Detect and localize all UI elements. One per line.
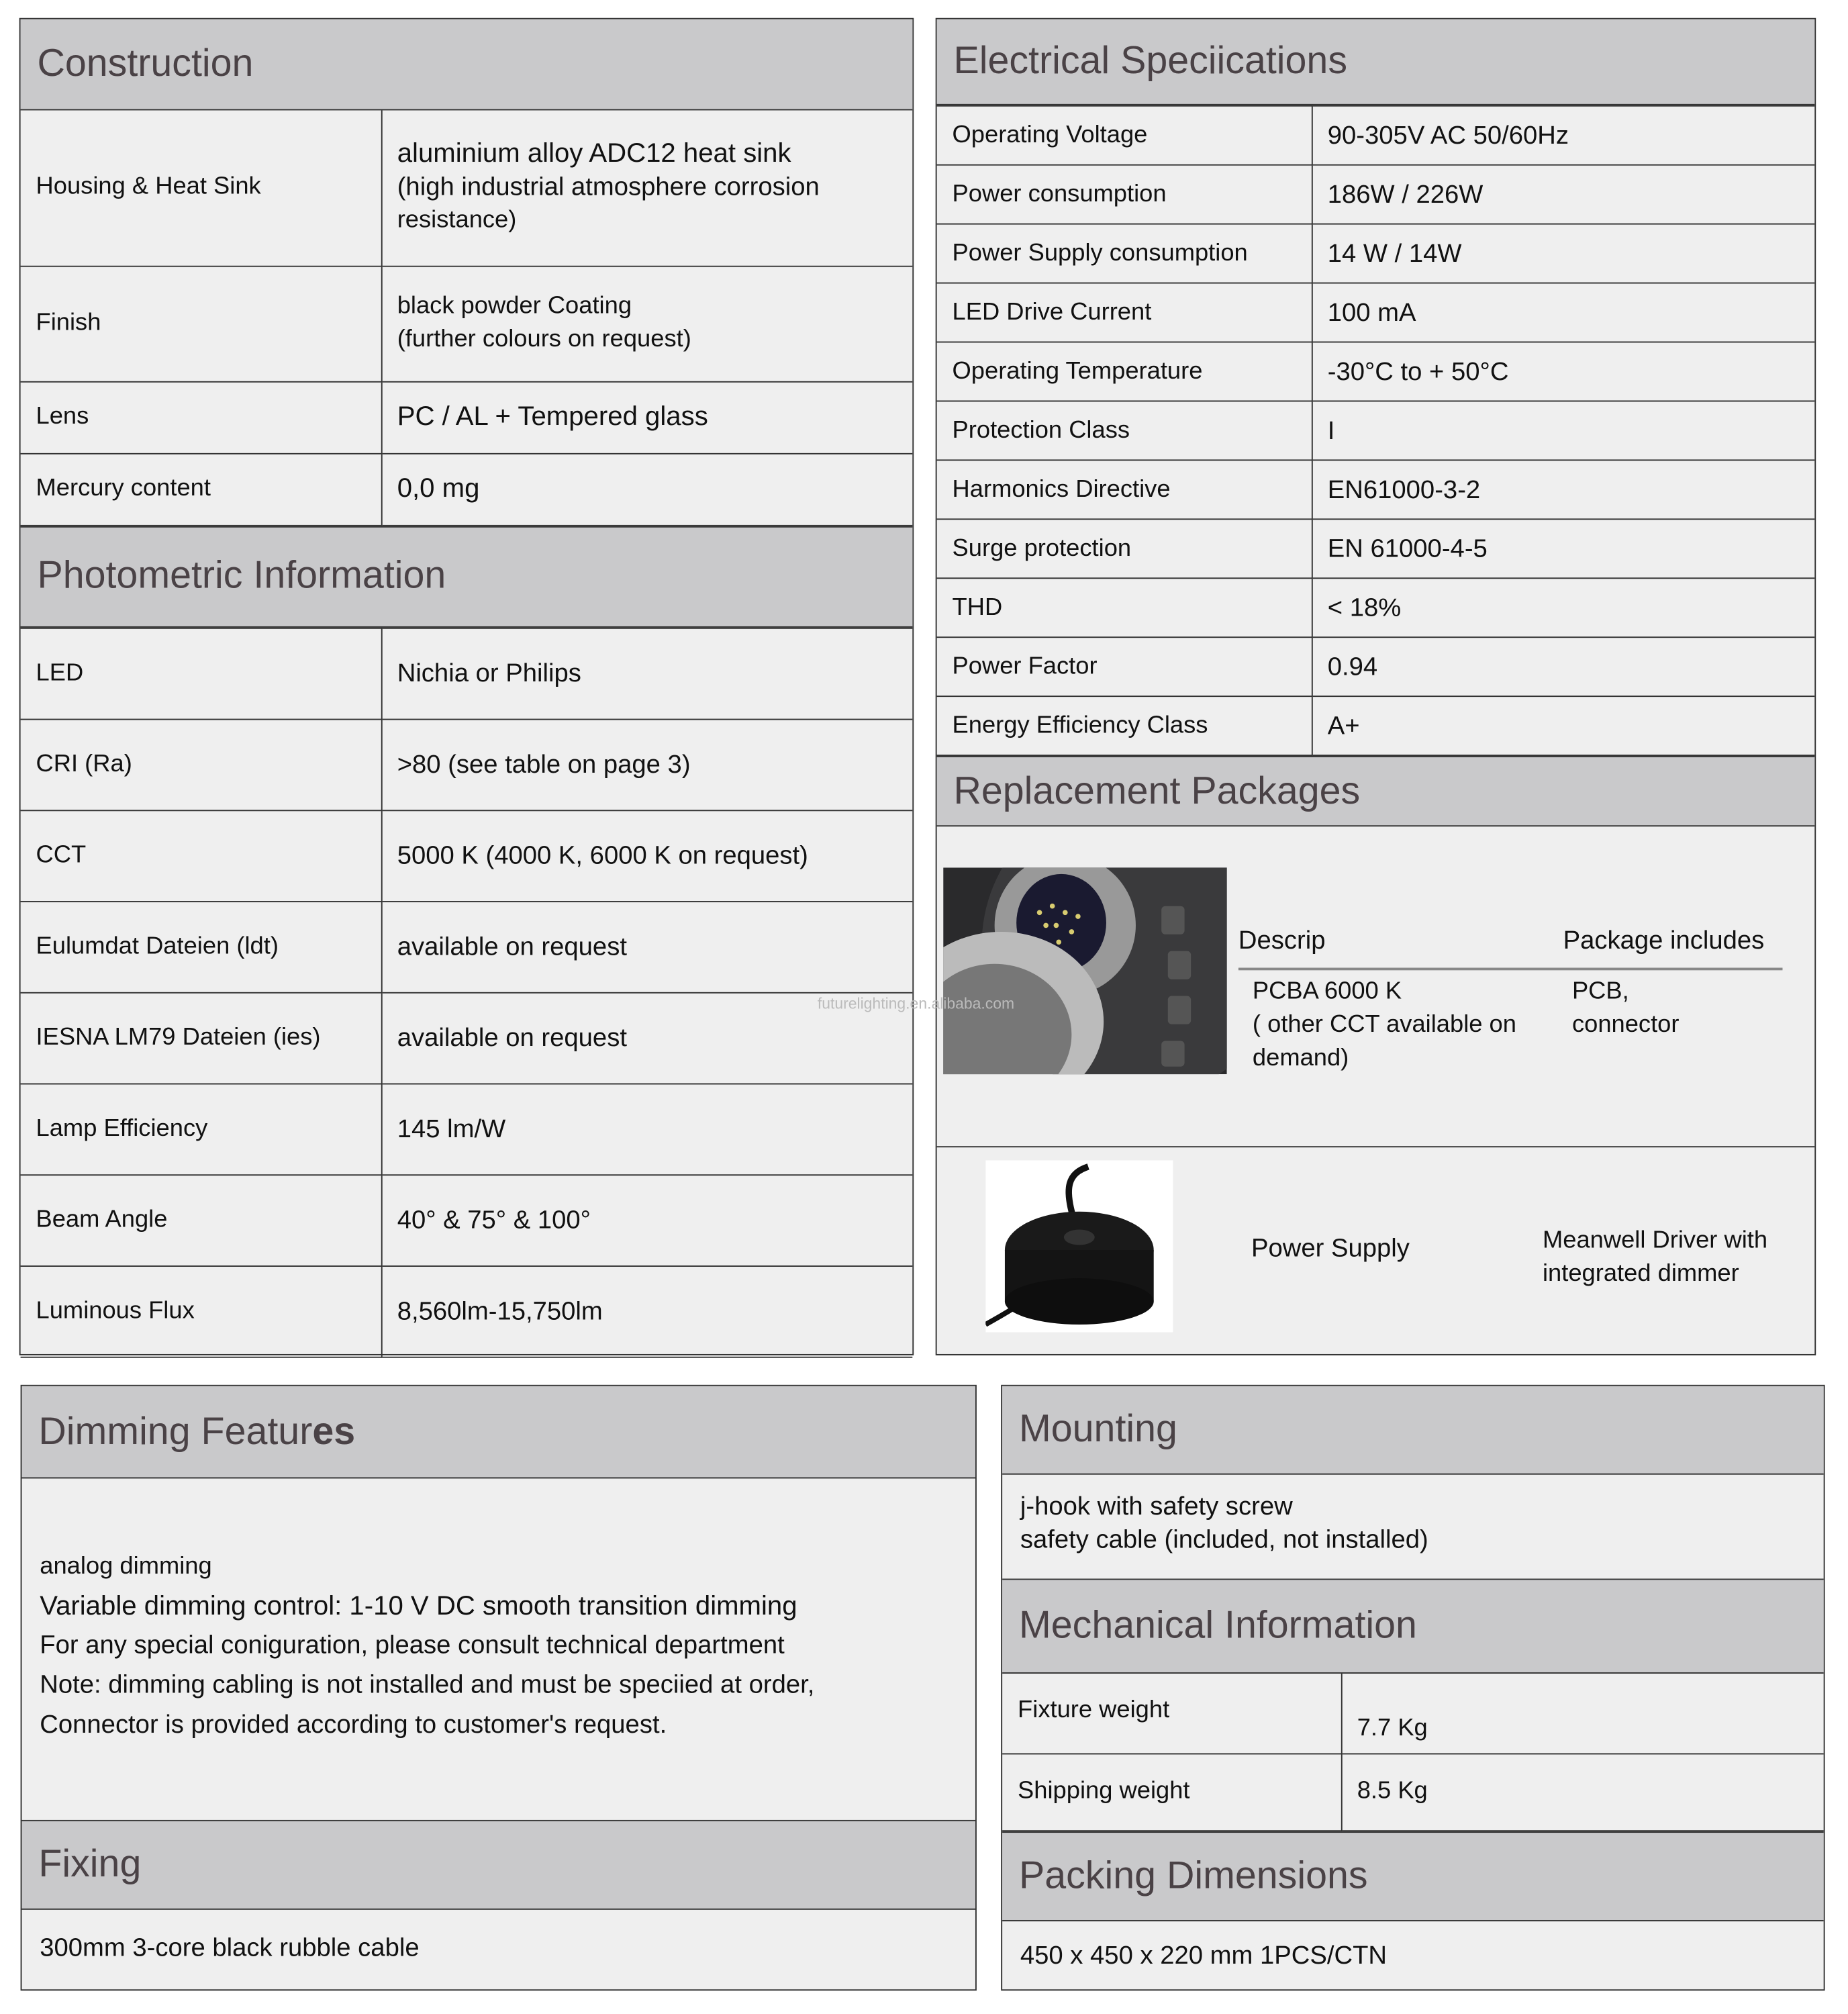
row-value: 8,560lm-15,750lm: [381, 1265, 912, 1357]
row-value: EN 61000-4-5: [1312, 519, 1814, 578]
construction-photometric-panel: [19, 18, 914, 1355]
power-supply-package-row: [937, 1147, 1815, 1353]
row-value: I: [1312, 401, 1814, 460]
electrical-table: [937, 105, 1815, 756]
row-value: available on request: [381, 992, 912, 1084]
column-header-package-includes: Package includes: [1563, 926, 1765, 955]
pcba-package-row: [937, 826, 1815, 1147]
row-value: -30°C to + 50°C: [1312, 342, 1814, 401]
table-row: [21, 381, 913, 453]
row-value: 14 W / 14W: [1312, 224, 1814, 283]
table-row: [937, 578, 1815, 637]
row-label: Eulumdat Dateien (ldt): [21, 901, 381, 992]
construction-table: [21, 110, 913, 525]
table-row: [21, 992, 913, 1084]
table-row: [21, 810, 913, 901]
row-value: 40° & 75° & 100°: [381, 1174, 912, 1265]
mechanical-table: [1002, 1674, 1824, 1831]
section-title: Electrical Speciications: [953, 40, 1348, 83]
row-value: 100 mA: [1312, 283, 1814, 342]
row-label: Protection Class: [937, 401, 1312, 460]
section-title: Construction: [37, 42, 254, 85]
mounting-panel: [1001, 1385, 1825, 1991]
row-label: Luminous Flux: [21, 1265, 381, 1357]
electrical-panel: [936, 18, 1816, 1355]
row-label: Surge protection: [937, 519, 1312, 578]
table-row: [937, 401, 1815, 460]
table-row: [21, 110, 913, 265]
row-label: THD: [937, 578, 1312, 637]
row-label: Mercury content: [21, 453, 381, 525]
row-label: IESNA LM79 Dateien (ies): [21, 992, 381, 1084]
dimming-header: [22, 1386, 975, 1479]
table-row: [937, 342, 1815, 401]
row-value: 7.7 Kg: [1341, 1674, 1824, 1754]
row-value: 0.94: [1312, 637, 1814, 696]
row-label: Harmonics Directive: [937, 460, 1312, 519]
section-title: Packing Dimensions: [1018, 1854, 1368, 1897]
row-label: Power consumption: [937, 165, 1312, 224]
mounting-body: j-hook with safety screw safety cable (included, not installed): [1002, 1475, 1824, 1580]
section-title: Mounting: [1018, 1408, 1177, 1451]
section-title: Dimming Features: [38, 1410, 356, 1453]
packing-text: 450 x 450 x 220 mm 1PCS/CTN: [1020, 1941, 1388, 1970]
row-value: 8.5 Kg: [1341, 1754, 1824, 1831]
row-value: 90-305V AC 50/60Hz: [1312, 106, 1814, 165]
row-label: Housing & Heat Sink: [21, 110, 381, 265]
row-label: CRI (Ra): [21, 719, 381, 810]
fixing-text: 300mm 3-core black rubble cable: [40, 1933, 420, 1962]
row-label: Beam Angle: [21, 1174, 381, 1265]
table-row: [21, 628, 913, 719]
row-label: Energy Efficiency Class: [937, 696, 1312, 755]
row-value: 145 lm/W: [381, 1084, 912, 1175]
row-value: 5000 K (4000 K, 6000 K on request): [381, 810, 912, 901]
dimming-fixing-panel: [21, 1385, 977, 1991]
table-row: [937, 696, 1815, 755]
section-title: Mechanical Information: [1018, 1604, 1417, 1647]
photometric-header: [21, 526, 913, 627]
table-row: [21, 1265, 913, 1357]
table-row: [937, 106, 1815, 165]
pcba-description: PCBA 6000 K ( other CCT available on demand): [1252, 977, 1516, 1072]
table-row: [937, 224, 1815, 283]
table-row: [1002, 1674, 1824, 1754]
row-label: Lens: [21, 381, 381, 453]
table-row: [21, 901, 913, 992]
row-label: Finish: [21, 266, 381, 381]
packing-header: [1002, 1831, 1824, 1921]
pcba-includes: PCB, connector: [1571, 977, 1680, 1039]
table-row: [21, 1084, 913, 1175]
row-label: Operating Voltage: [937, 106, 1312, 165]
section-title: Photometric Information: [37, 554, 446, 597]
row-label: Lamp Efficiency: [21, 1084, 381, 1175]
row-value: black powder Coating (further colours on request): [381, 266, 912, 381]
row-label: LED: [21, 628, 381, 719]
power-supply-includes: Meanwell Driver with integrated dimmer: [1542, 1227, 1768, 1288]
row-value: EN61000-3-2: [1312, 460, 1814, 519]
row-value: aluminium alloy ADC12 heat sink (high industrial atmosphere corrosion resistance): [381, 110, 912, 265]
row-label: LED Drive Current: [937, 283, 1312, 342]
dimming-body: analog dimming Variable dimming control: 1-10 V DC smooth transition dimming For any special coniguration, please consult technical department Note: dimming cabling is not installed and must be speciied at order, Connector is provided according to customer's request.: [22, 1478, 975, 1821]
section-title: Replacement Packages: [953, 769, 1361, 812]
mounting-header: [1002, 1386, 1824, 1475]
section-title: Fixing: [38, 1843, 142, 1886]
table-row: [937, 283, 1815, 342]
pcba-product-image: [943, 867, 1227, 1074]
photometric-table: [21, 627, 913, 1357]
row-label: Power Factor: [937, 637, 1312, 696]
watermark: futurelighting.en.alibaba.com: [817, 994, 1015, 1013]
row-label: Power Supply consumption: [937, 224, 1312, 283]
table-row: [937, 519, 1815, 578]
table-row: [21, 1174, 913, 1265]
electrical-header: [937, 19, 1815, 105]
column-header-descrip: Descrip: [1238, 926, 1326, 955]
row-value: PC / AL + Tempered glass: [381, 381, 912, 453]
row-value: 186W / 226W: [1312, 165, 1814, 224]
table-row: [1002, 1754, 1824, 1831]
row-value: >80 (see table on page 3): [381, 719, 912, 810]
row-value: A+: [1312, 696, 1814, 755]
table-row: [937, 460, 1815, 519]
table-row: [21, 453, 913, 525]
row-label: Fixture weight: [1002, 1674, 1341, 1754]
row-value: 0,0 mg: [381, 453, 912, 525]
power-supply-image: [985, 1160, 1173, 1332]
row-label: CCT: [21, 810, 381, 901]
row-label: Operating Temperature: [937, 342, 1312, 401]
table-row: [937, 637, 1815, 696]
mechanical-header: [1002, 1580, 1824, 1674]
construction-header: [21, 19, 913, 111]
table-row: [21, 266, 913, 381]
row-value: available on request: [381, 901, 912, 992]
table-row: [937, 165, 1815, 224]
replacement-header: [937, 756, 1815, 826]
fixing-header: [22, 1821, 975, 1910]
table-row: [21, 719, 913, 810]
row-label: Shipping weight: [1002, 1754, 1341, 1831]
row-value: < 18%: [1312, 578, 1814, 637]
power-supply-description: Power Supply: [1251, 1235, 1410, 1263]
row-value: Nichia or Philips: [381, 628, 912, 719]
